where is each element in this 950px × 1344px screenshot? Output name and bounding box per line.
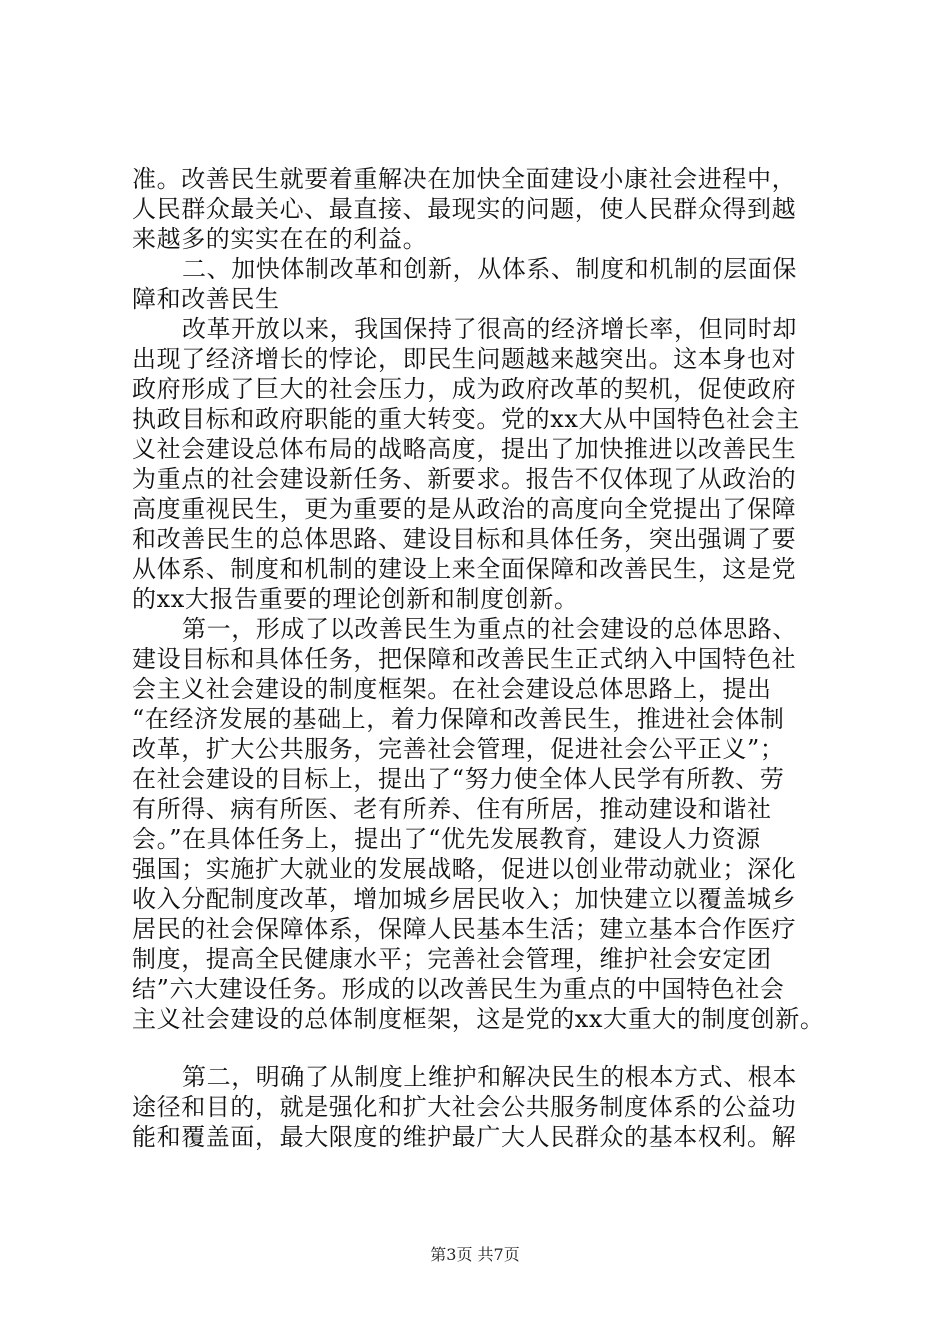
text-line: 障和改善民生 — [132, 285, 280, 313]
paragraph-gap — [132, 1034, 832, 1062]
text-line: 二、加快体制改革和创新，从体系、制度和机制的层面保 — [182, 255, 797, 283]
text-line: 能和覆盖面，最大限度的维护最广大人民群众的基本权利。解 — [132, 1123, 797, 1151]
text-line: 和改善民生的总体思路、建设目标和具体任务，突出强调了要 — [132, 525, 797, 553]
document-body — [132, 164, 832, 1152]
text-line: 建设目标和具体任务，把保障和改善民生正式纳入中国特色社 — [132, 645, 797, 673]
text-line: 强国；实施扩大就业的发展战略，促进以创业带动就业；深化 — [132, 855, 797, 883]
text-line: 收入分配制度改革，增加城乡居民收入；加快建立以覆盖城乡 — [132, 885, 797, 913]
paragraph — [132, 314, 832, 614]
text-line: 的xx大报告重要的理论创新和制度创新。 — [132, 585, 579, 613]
text-line: 政府形成了巨大的社会压力，成为政府改革的契机，促使政府 — [132, 375, 797, 403]
text-line: “在经济发展的基础上，着力保障和改善民生，推进社会体制 — [132, 705, 785, 733]
text-line: 主义社会建设的总体制度框架，这是党的xx大重大的制度创新。 — [132, 1005, 825, 1033]
paragraph — [132, 164, 832, 254]
text-line: 从体系、制度和机制的建设上来全面保障和改善民生，这是党 — [132, 555, 797, 583]
text-line: 制度，提高全民健康水平；完善社会管理，维护社会安定团 — [132, 945, 772, 973]
text-line: 人民群众最关心、最直接、最现实的问题，使人民群众得到越 — [132, 195, 797, 223]
text-line: 改革开放以来，我国保持了很高的经济增长率，但同时却 — [182, 315, 797, 343]
text-line: 居民的社会保障体系，保障人民基本生活；建立基本合作医疗 — [132, 915, 797, 943]
paragraph — [132, 1062, 832, 1152]
text-line: 途径和目的，就是强化和扩大社会公共服务制度体系的公益功 — [132, 1093, 797, 1121]
text-line: 出现了经济增长的悖论，即民生问题越来越突出。这本身也对 — [132, 345, 797, 373]
paragraph — [132, 614, 832, 1034]
text-line: 会。”在具体任务上，提出了“优先发展教育，建设人力资源 — [132, 825, 761, 853]
text-line: 执政目标和政府职能的重大转变。党的xx大从中国特色社会主 — [132, 405, 800, 433]
text-line: 在社会建设的目标上，提出了“努力使全体人民学有所教、劳 — [132, 765, 785, 793]
page-footer: 第3页 共7页 — [430, 1245, 520, 1264]
text-line: 改革，扩大公共服务，完善社会管理，促进社会公平正义”； — [132, 735, 785, 763]
text-line: 高度重视民生，更为重要的是从政治的高度向全党提出了保障 — [132, 495, 797, 523]
text-line: 义社会建设总体布局的战略高度，提出了加快推进以改善民生 — [132, 435, 797, 463]
text-line: 会主义社会建设的制度框架。在社会建设总体思路上，提出 — [132, 675, 772, 703]
text-line: 结”六大建设任务。形成的以改善民生为重点的中国特色社会 — [132, 975, 785, 1003]
text-line: 有所得、病有所医、老有所养、住有所居，推动建设和谐社 — [132, 795, 772, 823]
text-line: 第二，明确了从制度上维护和解决民生的根本方式、根本 — [182, 1063, 797, 1091]
text-line: 来越多的实实在在的利益。 — [132, 225, 428, 253]
section-heading — [132, 254, 832, 314]
text-line: 为重点的社会建设新任务、新要求。报告不仅体现了从政治的 — [132, 465, 797, 493]
text-line: 第一，形成了以改善民生为重点的社会建设的总体思路、 — [182, 615, 797, 643]
text-line: 准。改善民生就要着重解决在加快全面建设小康社会进程中， — [132, 165, 797, 193]
